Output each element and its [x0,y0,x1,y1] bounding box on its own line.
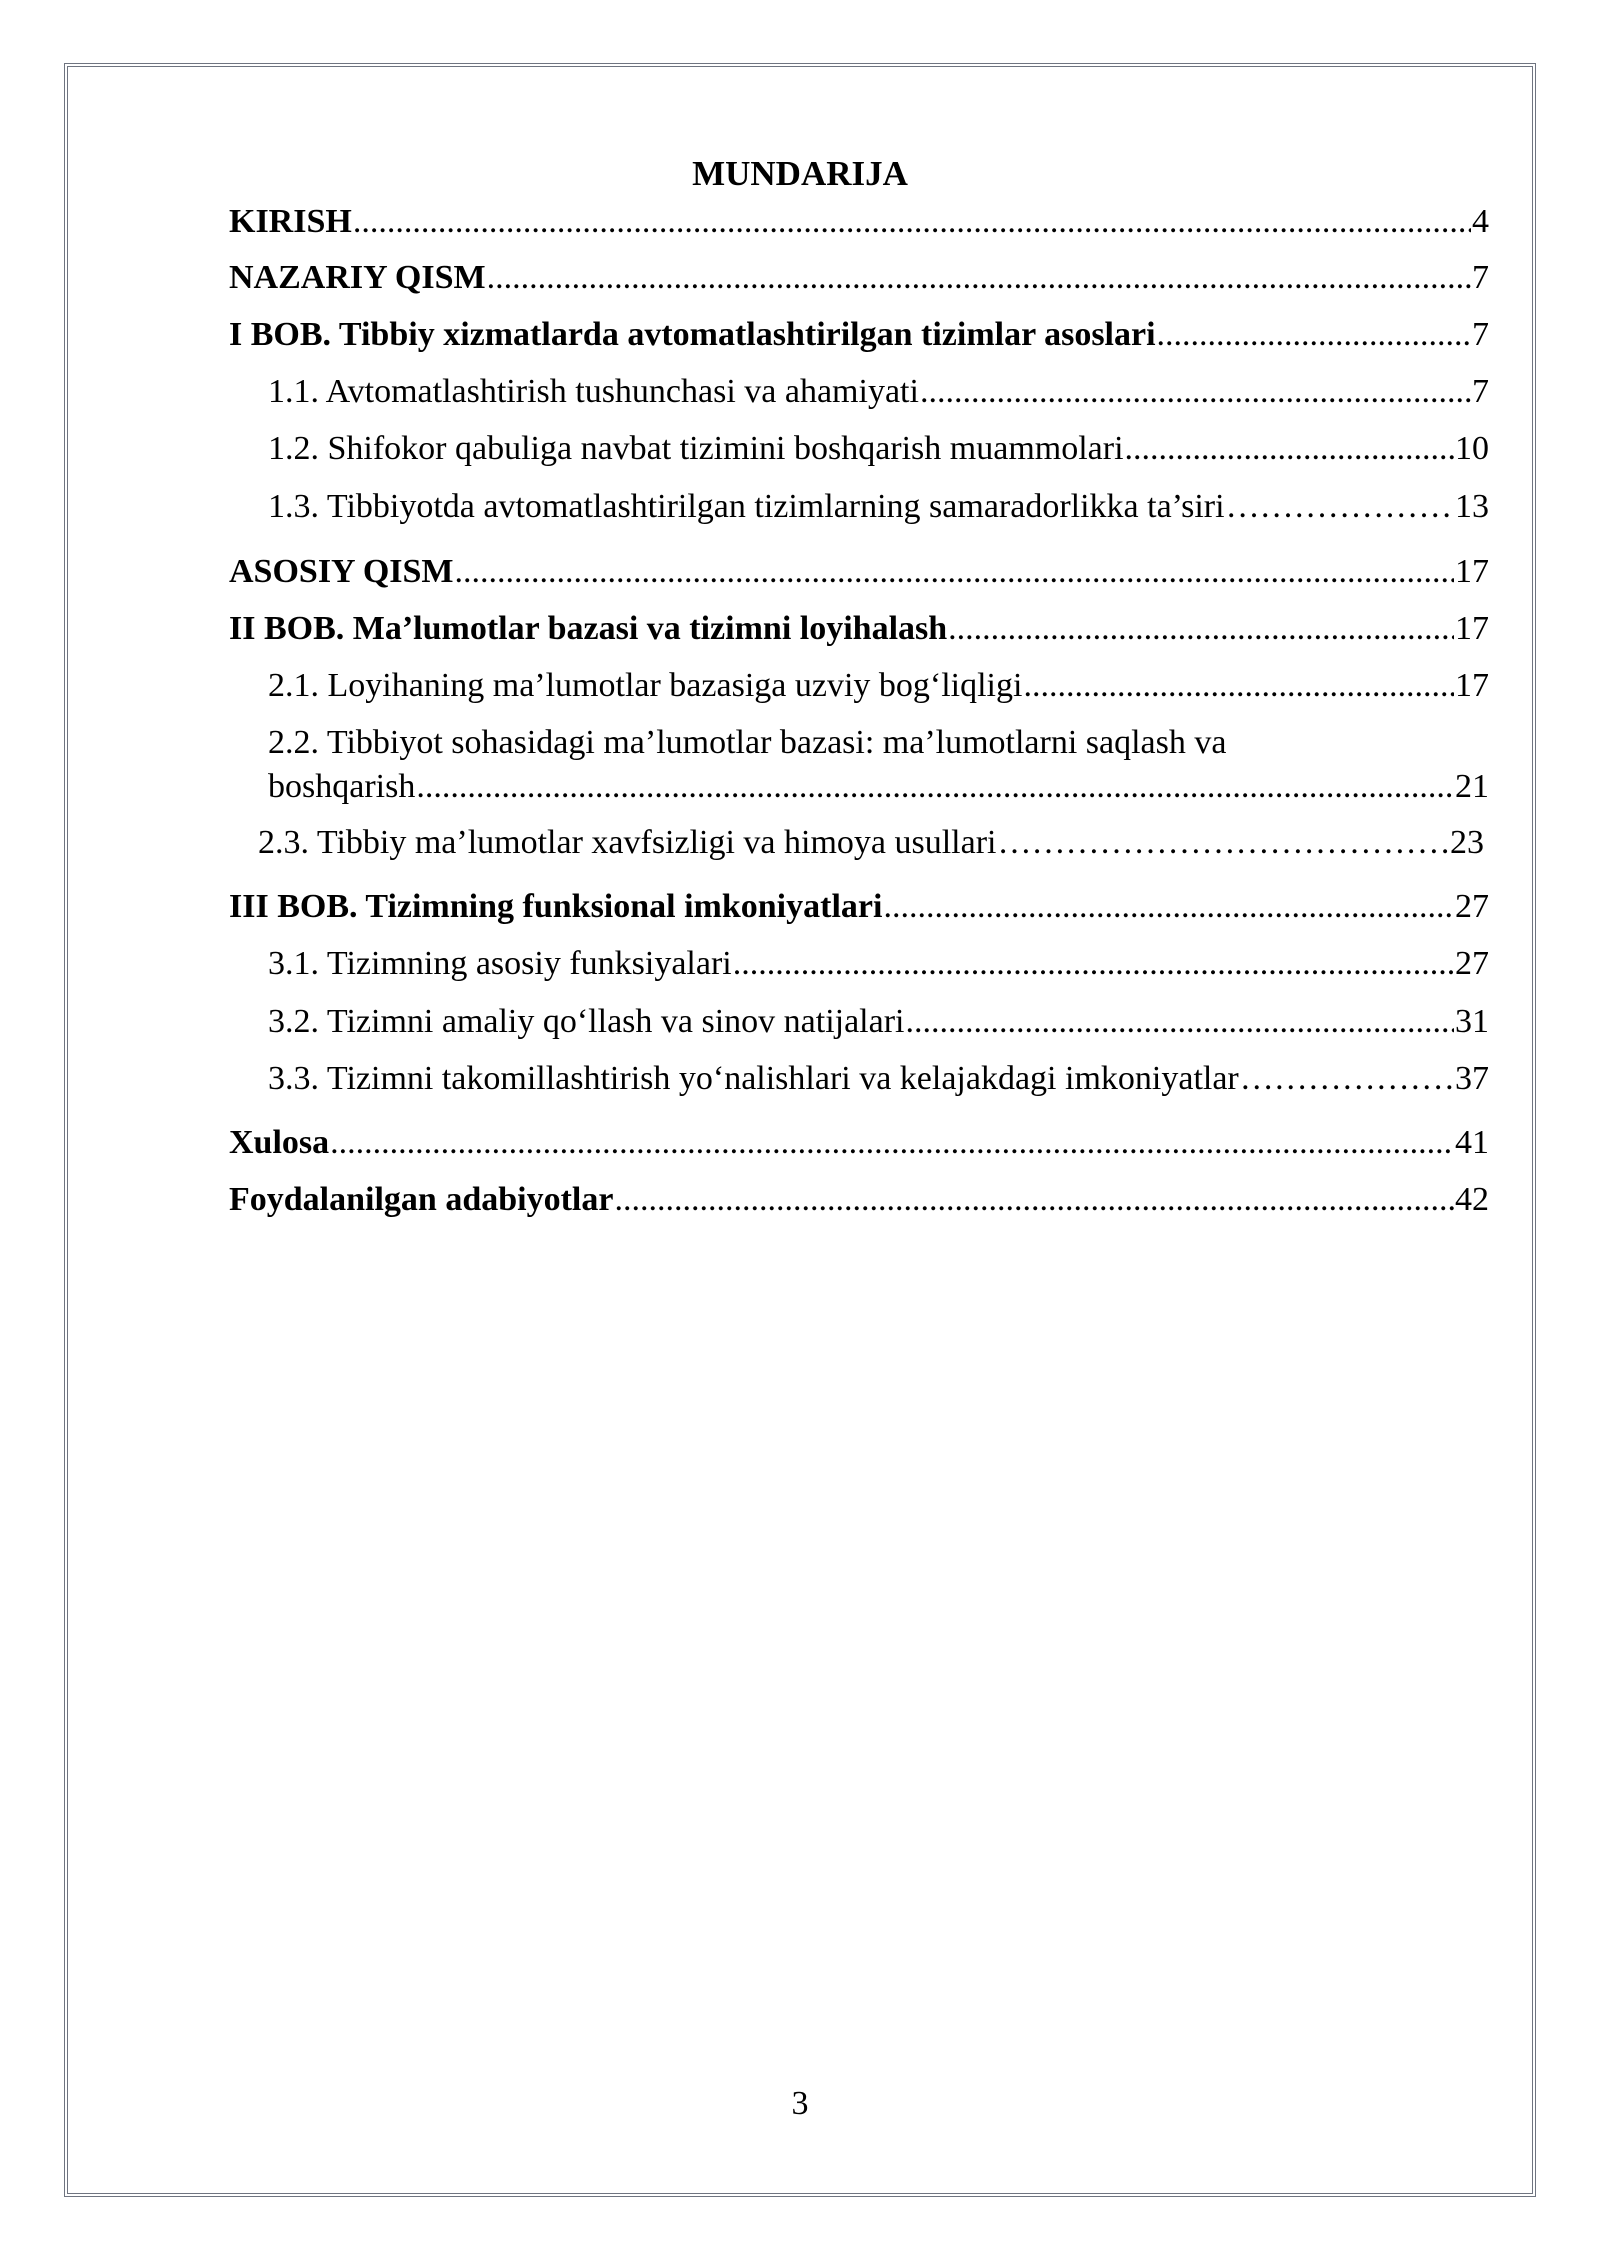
toc-leader-dots [998,821,1450,865]
toc-entry-title: 2.1. Loyihaning ma’lumotlar bazasiga uzviy bog‘liqligi [268,667,1023,704]
toc-leader-dots [455,550,1454,594]
toc-entry-title: II BOB. Ma’lumotlar bazasi va tizimni loyihalash [229,610,948,647]
toc-entry-title: 1.2. Shifokor qabuliga navbat tizimini boshqarish muammolari [268,430,1124,467]
toc-leader-dots [1157,313,1471,357]
toc-entry-title: I BOB. Tibbiy xizmatlarda avtomatlashtirilgan tizimlar asoslari [229,316,1156,353]
toc-entry-page: 42 [1455,1181,1489,1218]
toc-entry-title: 1.1. Avtomatlashtirish tushunchasi va ahamiyati [268,373,919,410]
toc-entry-2-3[interactable] [258,821,1484,865]
toc-entry-page: 13 [1455,488,1489,525]
toc-entry-bibliography[interactable] [229,1178,1489,1222]
toc-entry-title: III BOB. Tizimning funksional imkoniyatlari [229,888,883,925]
toc-entry-3-2[interactable] [268,1000,1489,1044]
toc-entry-title: 3.1. Tizimning asosiy funksiyalari [268,945,732,982]
toc-entry-page: 7 [1472,316,1489,353]
toc-entry-2-1[interactable] [268,664,1489,708]
toc-entry-1-1[interactable] [268,370,1489,414]
toc-entry-page: 7 [1472,373,1489,410]
toc-entry-title: 3.2. Tizimni amaliy qo‘llash va sinov natijalari [268,1003,905,1040]
toc-leader-dots [733,942,1454,986]
toc-entry-title: KIRISH [229,203,352,240]
toc-entry-page: 17 [1455,667,1489,704]
toc-entry-title: 1.3. Tibbiyotda avtomatlashtirilgan tizimlarning samaradorlikka ta’siri [268,488,1225,525]
toc-entry-page: 17 [1455,553,1489,590]
toc-entry-3-1[interactable] [268,942,1489,986]
toc-leader-dots [1240,1057,1454,1101]
toc-entry-title: Foydalanilgan adabiyotlar [229,1181,614,1218]
toc-entry-page: 31 [1455,1003,1489,1040]
toc-entry-kirish[interactable] [229,200,1489,244]
toc-leader-dots [1125,427,1454,471]
toc-entry-nazariy-qism[interactable] [229,256,1489,300]
page-number: 3 [791,2085,809,2122]
toc-entry-chapter-2[interactable] [229,607,1489,651]
toc-leader-dots [1226,485,1454,529]
toc-entry-title: 2.2. Tibbiyot sohasidagi ma’lumotlar bazasi: ma’lumotlarni saqlash va [268,724,1227,761]
toc-leader-dots [948,607,1454,651]
toc-entry-page: 27 [1455,888,1489,925]
toc-heading: MUNDARIJA [692,154,908,193]
toc-leader-dots [353,200,1471,244]
toc-leader-dots [614,1178,1454,1222]
toc-entry-page: 37 [1455,1060,1489,1097]
toc-entry-xulosa[interactable] [229,1121,1489,1165]
toc-leader-dots [330,1121,1454,1165]
toc-entry-line2 [268,765,1489,809]
toc-leader-dots [883,885,1454,929]
toc-entry-title: ASOSIY QISM [229,553,454,590]
toc-entry-3-3[interactable] [268,1057,1489,1101]
toc-entry-page: 7 [1472,259,1489,296]
toc-leader-dots [1023,664,1454,708]
toc-entry-chapter-1[interactable] [229,313,1489,357]
toc-entry-title: 2.3. Tibbiy ma’lumotlar xavfsizligi va himoya usullari [258,824,997,861]
toc-entry-page: 27 [1455,945,1489,982]
toc-entry-title: 3.3. Tizimni takomillashtirish yo‘nalishlari va kelajakdagi imkoniyatlar [268,1060,1239,1097]
toc-entry-asosiy-qism[interactable] [229,550,1489,594]
toc-entry-page: 23 [1450,824,1484,861]
toc-entry-title-cont: boshqarish [268,768,416,805]
toc-leader-dots [416,765,1454,809]
toc-entry-page: 21 [1455,768,1489,805]
toc-entry-page: 41 [1455,1124,1489,1161]
toc-entry-chapter-3[interactable] [229,885,1489,929]
toc-entry-page: 10 [1455,430,1489,467]
toc-entry-2-2[interactable] [268,721,1489,809]
toc-entry-1-2[interactable] [268,427,1489,471]
toc-entry-title: Xulosa [229,1124,330,1161]
toc-leader-dots [906,1000,1455,1044]
toc-entry-1-3[interactable] [268,485,1489,529]
toc-entry-page: 17 [1455,610,1489,647]
toc-leader-dots [487,256,1471,300]
toc-entry-title: NAZARIY QISM [229,259,486,296]
toc-entry-page: 4 [1472,203,1489,240]
toc-leader-dots [920,370,1471,414]
